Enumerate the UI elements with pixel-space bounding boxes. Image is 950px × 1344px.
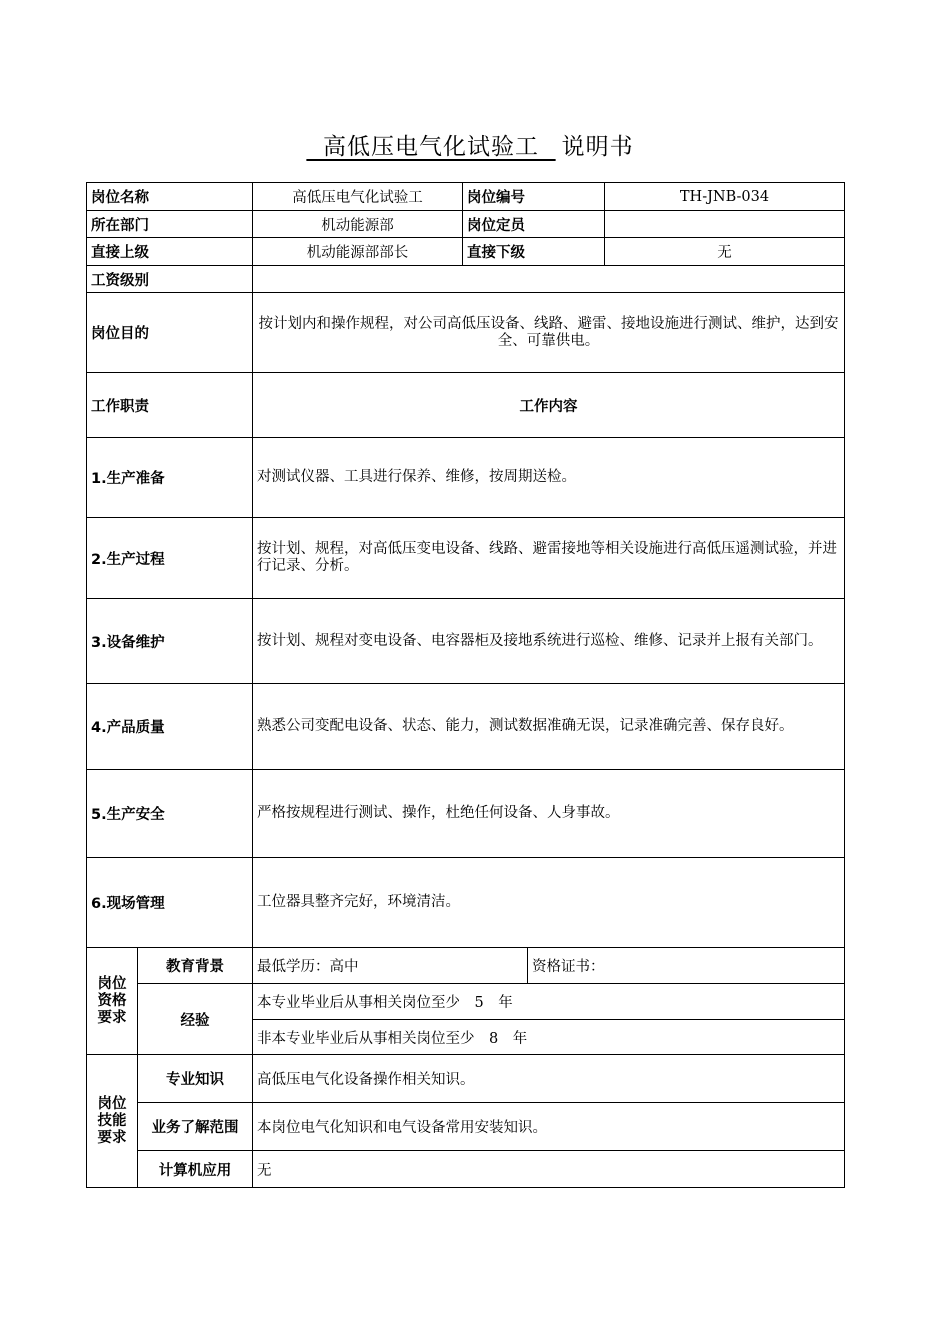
salary-value <box>253 266 845 293</box>
knowledge-label: 专业知识 <box>138 1055 253 1103</box>
duty-row <box>87 858 845 948</box>
experience-line-1: 本专业毕业后从事相关岗位至少 5 年 <box>253 984 845 1020</box>
row-knowledge <box>87 1055 845 1103</box>
education-label: 教育背景 <box>138 948 253 984</box>
row-duties-header <box>87 373 845 438</box>
subordinate-label: 直接下级 <box>463 238 605 266</box>
position-name-value: 高低压电气化试验工 <box>253 183 463 211</box>
row-department <box>87 211 845 238</box>
row-education <box>87 948 845 984</box>
computer-value: 无 <box>253 1151 845 1188</box>
skills-group-label: 岗位 技能 要求 <box>87 1055 138 1188</box>
superior-value: 机动能源部部长 <box>253 238 463 266</box>
position-name-label: 岗位名称 <box>87 183 253 211</box>
duties-label: 工作职责 <box>87 373 253 438</box>
superior-label: 直接上级 <box>87 238 253 266</box>
duty-row <box>87 770 845 858</box>
duty-row <box>87 518 845 599</box>
duty-row <box>87 438 845 518</box>
row-experience-1 <box>87 984 845 1020</box>
scope-label: 业务了解范围 <box>138 1103 253 1151</box>
subordinate-value: 无 <box>605 238 845 266</box>
duty-label: 1.生产准备 <box>87 438 253 518</box>
row-purpose <box>87 293 845 373</box>
staffing-value <box>605 211 845 238</box>
computer-label: 计算机应用 <box>138 1151 253 1188</box>
duty-label: 5.生产安全 <box>87 770 253 858</box>
duty-label: 6.现场管理 <box>87 858 253 948</box>
education-value: 最低学历：高中 <box>253 948 528 984</box>
salary-label: 工资级别 <box>87 266 253 293</box>
duty-label: 3.设备维护 <box>87 599 253 684</box>
row-computer <box>87 1151 845 1188</box>
purpose-label: 岗位目的 <box>87 293 253 373</box>
duty-row <box>87 599 845 684</box>
duty-text: 按计划、规程，对高低压变电设备、线路、避雷接地等相关设施进行高低压遥测试验，并进行记录、分析。 <box>253 518 845 599</box>
row-salary <box>87 266 845 293</box>
row-scope <box>87 1103 845 1151</box>
content-header: 工作内容 <box>253 373 845 438</box>
certificate-value: 资格证书： <box>528 948 845 984</box>
position-code-label: 岗位编号 <box>463 183 605 211</box>
job-description-table <box>86 182 845 1188</box>
department-label: 所在部门 <box>87 211 253 238</box>
department-value: 机动能源部 <box>253 211 463 238</box>
duty-text: 按计划、规程对变电设备、电容器柜及接地系统进行巡检、维修、记录并上报有关部门。 <box>253 599 845 684</box>
duty-text: 工位器具整齐完好，环境清洁。 <box>253 858 845 948</box>
duty-text: 对测试仪器、工具进行保养、维修，按周期送检。 <box>253 438 845 518</box>
title-position-name: 高低压电气化试验工 <box>323 134 539 160</box>
experience-line-2: 非本专业毕业后从事相关岗位至少 8 年 <box>253 1020 845 1055</box>
position-code-value: TH-JNB-034 <box>605 183 845 211</box>
scope-value: 本岗位电气化知识和电气设备常用安装知识。 <box>253 1103 845 1151</box>
duty-label: 4.产品质量 <box>87 684 253 770</box>
experience-label: 经验 <box>138 984 253 1055</box>
duty-row <box>87 684 845 770</box>
row-superior <box>87 238 845 266</box>
staffing-label: 岗位定员 <box>463 211 605 238</box>
title-suffix: 说明书 <box>561 134 634 160</box>
qualification-group-label: 岗位 资格 要求 <box>87 948 138 1055</box>
purpose-text: 按计划内和操作规程，对公司高低压设备、线路、避雷、接地设施进行测试、维护，达到安全、可靠供电。 <box>253 293 845 373</box>
duty-label: 2.生产过程 <box>87 518 253 599</box>
knowledge-value: 高低压电气化设备操作相关知识。 <box>253 1055 845 1103</box>
row-position-name <box>87 183 845 211</box>
duty-text: 严格按规程进行测试、操作，杜绝任何设备、人身事故。 <box>253 770 845 858</box>
duty-text: 熟悉公司变配电设备、状态、能力，测试数据准确无误，记录准确完善、保存良好。 <box>253 684 845 770</box>
document-title <box>0 128 940 161</box>
